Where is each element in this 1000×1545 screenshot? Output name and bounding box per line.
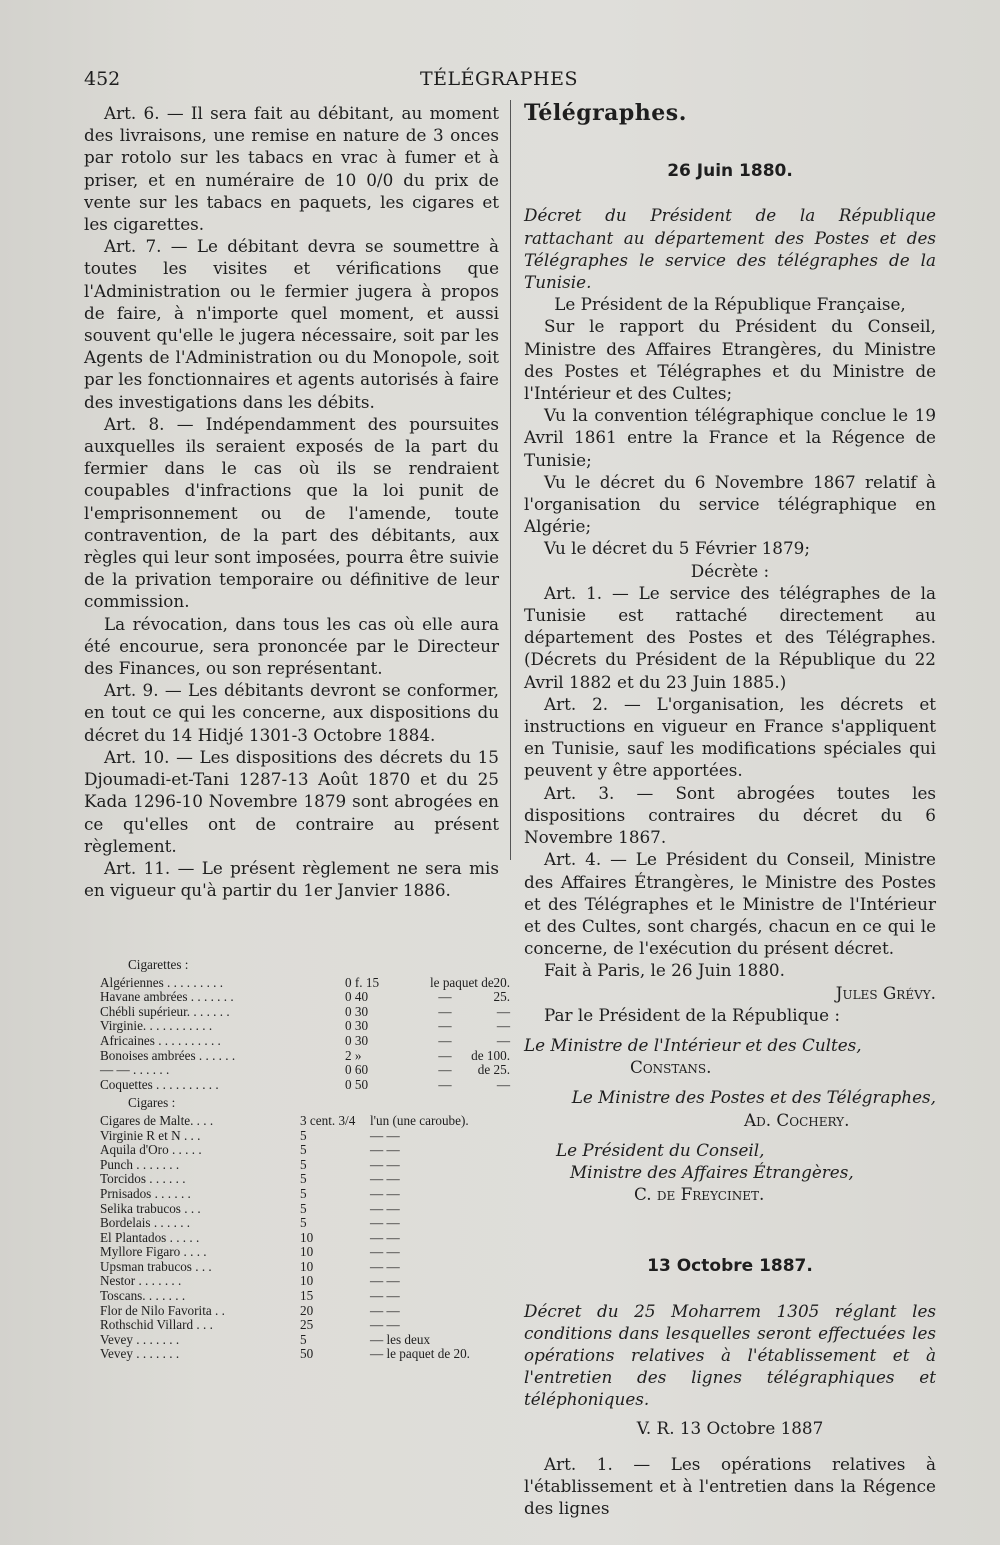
decree1-preamble-4: Vu le décret du 5 Février 1879;	[544, 538, 810, 559]
cigare-price: 5	[300, 1127, 307, 1143]
cigarette-unit: —	[438, 1047, 452, 1063]
decree2-date: 13 Octobre 1887.	[647, 1256, 813, 1277]
decree1-art-4: Art. 4. — Le Président du Conseil, Ministre des Affaires Étrangères, le Ministre des Postes et des Télégraphes et le Ministre de l'Intérieur et des Cultes, sont chargés, chacun en ce qui le concerne, de l'exécution du présent décret.	[524, 849, 936, 959]
cigarette-unit: —	[438, 1003, 452, 1019]
decree1-deck: Décret du Président de la République rattachant au département des Postes et des Télégraphes le service des télégraphes de la Tunisie.	[524, 205, 936, 293]
cigare-note: — —	[370, 1288, 400, 1304]
minister3-role-a: Le Président du Conseil,	[556, 1139, 765, 1160]
minister1-role: Le Ministre de l'Intérieur et des Cultes,	[524, 1034, 862, 1055]
cigare-item: Punch . . . . . . .	[100, 1156, 180, 1172]
cigare-row	[100, 1231, 510, 1246]
cigarette-price: 0 30	[345, 1018, 369, 1034]
cigare-note: — —	[370, 1171, 400, 1187]
minister2-name: Ad. Cochery.	[744, 1109, 850, 1130]
cigarette-unit: —	[438, 1076, 452, 1092]
cigare-price: 5	[300, 1331, 307, 1347]
cigarette-unit: —	[438, 1062, 452, 1078]
decree1-preamble-1: Sur le rapport du Président du Conseil, Ministre des Affaires Etrangères, du Ministre des Postes et Télégraphes et du Ministre de l'Intérieur et des Cultes;	[524, 316, 936, 404]
cigare-price: 5	[300, 1156, 307, 1172]
cigare-item: Bordelais . . . . . .	[100, 1215, 191, 1231]
cigarette-price: 0 30	[345, 1003, 369, 1019]
cigarettes-table	[100, 976, 510, 1093]
cigare-note: — les deux	[370, 1331, 431, 1347]
cigare-item: Upsman trabucos . . .	[100, 1258, 212, 1274]
cigarette-qty: —	[496, 1076, 510, 1092]
decree1-preamble-0: Le Président de la République Française,	[554, 294, 906, 315]
cigare-item: Prnisados . . . . . .	[100, 1185, 191, 1201]
cigare-price: 10	[300, 1258, 314, 1274]
cigare-price: 10	[300, 1229, 314, 1245]
cigare-item: El Plantados . . . . .	[100, 1229, 200, 1245]
cigare-note: — —	[370, 1127, 400, 1143]
decree2-deck: Décret du 25 Moharrem 1305 réglant les conditions dans lesquelles seront effectuées les opérations relatives à l'établissement et à l'entretien des lignes télégraphiques et téléphoniques.	[524, 1300, 936, 1410]
cigare-row	[100, 1245, 510, 1260]
cigare-price: 3 cent. 3/4	[300, 1112, 356, 1128]
cigarette-price: 0 f. 15	[345, 974, 380, 990]
cigare-note: — —	[370, 1244, 400, 1260]
cigarette-item: — — . . . . . .	[100, 1062, 170, 1078]
cigare-note: — le paquet de 20.	[370, 1346, 470, 1362]
cigarette-row	[100, 1019, 510, 1034]
paragraph-art-10: Art. 10. — Les dispositions des décrets du 15 Djoumadi-et-Tani 1287-13 Août 1870 et du 25 Kada 1296-10 Novembre 1879 sont abrogées en ce qu'elles ont de contraire au présent règlement.	[84, 746, 499, 856]
decree1-art-2: Art. 2. — L'organisation, les décrets et instructions en vigueur en France s'appliquent en Tunisie, sauf les modifications spéciales qui peuvent y être apportées.	[524, 693, 936, 781]
cigare-item: Myllore Figaro . . . .	[100, 1244, 207, 1260]
cigare-row	[100, 1347, 510, 1362]
cigare-note: — —	[370, 1142, 400, 1158]
cigare-row	[100, 1274, 510, 1289]
cigarette-unit: le paquet de	[430, 974, 494, 990]
cigare-note: — —	[370, 1156, 400, 1172]
cigare-price: 5	[300, 1171, 307, 1187]
cigare-item: Aquila d'Oro . . . . .	[100, 1142, 202, 1158]
cigare-item: Flor de Nilo Favorita . .	[100, 1302, 225, 1318]
cigare-item: Nestor . . . . . . .	[100, 1273, 182, 1289]
cigarette-item: Havane ambrées . . . . . . .	[100, 989, 234, 1005]
paragraph-art-8: Art. 8. — Indépendamment des poursuites auxquelles ils seraient exposés de la part du fermier dans le cas où ils se rendraient coupables d'infractions que la loi punit de l'emprisonnement ou de l'amende, toute contravention, de la part des débitants, aux règles qui leur sont imposées, pourra être suivie de la privation temporaire ou définitive de leur commission.	[84, 413, 499, 612]
cigare-note: — —	[370, 1215, 400, 1231]
decree1-decrete: Décrète :	[690, 560, 770, 581]
cigare-row	[100, 1333, 510, 1348]
minister3-role-b: Ministre des Affaires Étrangères,	[570, 1161, 854, 1182]
cigare-row	[100, 1304, 510, 1319]
cigare-price: 15	[300, 1288, 314, 1304]
cigarette-item: Virginie. . . . . . . . . . .	[100, 1018, 213, 1034]
decree1-art-1: Art. 1. — Le service des télégraphes de la Tunisie est rattaché directement au département des Postes et des Télégraphes. (Décrets du Président de la République du 22 Avril 1882 et du 23 Juin 1885.)	[524, 582, 936, 692]
cigare-note: l'un (une caroube).	[370, 1112, 469, 1128]
cigare-item: Cigares de Malte. . . .	[100, 1112, 214, 1128]
cigarette-qty: de 100.	[471, 1047, 510, 1063]
cigarette-row	[100, 1049, 510, 1064]
paragraph-art-7: Art. 7. — Le débitant devra se soumettre à toutes les visites et vérifications que l'Administration ou le fermier jugera à propos de faire, à n'importe quel moment, et aussi souvent qu'elle le jugera nécessaire, soit par les Agents de l'Administration ou du Monopole, soit par les fonctionnaires et agents autorisés à faire des investigations dans les débits.	[84, 236, 499, 412]
cigarette-unit: —	[438, 989, 452, 1005]
cigarette-price: 0 40	[345, 989, 369, 1005]
decree1-art-3: Art. 3. — Sont abrogées toutes les dispositions contraires du décret du 6 Novembre 1867.	[524, 782, 936, 848]
section-title: Télégraphes.	[524, 100, 687, 126]
cigarette-row	[100, 1034, 510, 1049]
cigare-note: — —	[370, 1258, 400, 1274]
cigare-note: — —	[370, 1302, 400, 1318]
cigarette-qty: —	[496, 1003, 510, 1019]
cigarette-unit: —	[438, 1032, 452, 1048]
cigare-price: 20	[300, 1302, 314, 1318]
cigare-note: — —	[370, 1200, 400, 1216]
decree2-art-1: Art. 1. — Les opérations relatives à l'établissement et à l'entretien dans la Régence des lignes	[524, 1453, 936, 1519]
cigarette-row	[100, 990, 510, 1005]
column-divider	[510, 100, 511, 860]
cigare-item: Virginie R et N . . .	[100, 1127, 201, 1143]
cigarette-qty: 25.	[493, 989, 510, 1005]
cigare-price: 50	[300, 1346, 314, 1362]
cigarette-row	[100, 1078, 510, 1093]
cigarette-price: 0 50	[345, 1076, 369, 1092]
cigare-note: — —	[370, 1317, 400, 1333]
running-head: TÉLÉGRAPHES	[420, 68, 578, 90]
decree2-vr: V. R. 13 Octobre 1887	[636, 1417, 824, 1438]
cigare-row	[100, 1187, 510, 1202]
cigarette-item: Algériennes . . . . . . . . .	[100, 974, 224, 990]
right-column	[524, 102, 936, 1519]
cigarette-item: Africaines . . . . . . . . . .	[100, 1032, 221, 1048]
minister1-name: Constans.	[630, 1057, 712, 1078]
decree1-preamble-2: Vu la convention télégraphique conclue le 19 Avril 1861 entre la France et la Régence de Tunisie;	[524, 405, 936, 470]
cigares-caption: Cigares :	[128, 1095, 176, 1111]
cigare-note: — —	[370, 1185, 400, 1201]
cigarette-item: Bonoises ambrées . . . . . .	[100, 1047, 236, 1063]
cigare-price: 10	[300, 1273, 314, 1289]
cigare-price: 5	[300, 1200, 307, 1216]
cigarette-row	[100, 1063, 510, 1078]
cigarette-row	[100, 976, 510, 991]
cigarette-price: 0 60	[345, 1062, 369, 1078]
cigarettes-caption: Cigarettes :	[128, 957, 189, 972]
cigare-item: Rothschid Villard . . .	[100, 1317, 213, 1333]
cigarette-row	[100, 1005, 510, 1020]
cigare-price: 10	[300, 1244, 314, 1260]
decree1-done-at: Fait à Paris, le 26 Juin 1880.	[544, 960, 785, 981]
price-list	[100, 958, 510, 1362]
cigare-item: Torcidos . . . . . .	[100, 1171, 186, 1187]
cigarette-qty: —	[496, 1032, 510, 1048]
cigare-row	[100, 1114, 510, 1129]
cigare-row	[100, 1202, 510, 1217]
page-number: 452	[84, 68, 121, 90]
cigares-table	[100, 1114, 510, 1362]
left-column	[84, 102, 499, 901]
cigare-item: Vevey . . . . . . .	[100, 1331, 180, 1347]
cigare-note: — —	[370, 1229, 400, 1245]
cigare-row	[100, 1216, 510, 1231]
minister2-role: Le Ministre des Postes et des Télégraphes,	[571, 1087, 936, 1108]
minister3-name: C. de Freycinet.	[634, 1184, 765, 1205]
cigare-row	[100, 1158, 510, 1173]
decree1-preamble-3: Vu le décret du 6 Novembre 1867 relatif à l'organisation du service télégraphique en Algérie;	[524, 471, 936, 537]
paragraph-art-9: Art. 9. — Les débitants devront se conformer, en tout ce qui les concerne, aux dispositions du décret du 14 Hidjé 1301-3 Octobre 1884.	[84, 680, 499, 745]
cigare-row	[100, 1289, 510, 1304]
decree1-by-president: Par le Président de la République :	[544, 1004, 841, 1025]
decree1-date: 26 Juin 1880.	[667, 161, 793, 182]
cigare-row	[100, 1318, 510, 1333]
cigare-price: 5	[300, 1142, 307, 1158]
cigare-row	[100, 1129, 510, 1144]
cigare-row	[100, 1143, 510, 1158]
cigare-price: 5	[300, 1185, 307, 1201]
cigarette-price: 0 30	[345, 1032, 369, 1048]
cigarette-item: Chébli supérieur. . . . . . .	[100, 1003, 230, 1019]
decree1-signature: Jules Grévy.	[835, 982, 936, 1003]
cigare-item: Selika trabucos . . .	[100, 1200, 201, 1216]
paragraph-revocation: La révocation, dans tous les cas où elle aura été encourue, sera prononcée par le Directeur des Finances, ou son représentant.	[84, 613, 499, 679]
cigare-price: 25	[300, 1317, 314, 1333]
cigarette-price: 2 »	[345, 1047, 362, 1063]
cigarette-qty: —	[496, 1018, 510, 1034]
cigarette-unit: —	[438, 1018, 452, 1034]
cigare-row	[100, 1172, 510, 1187]
cigare-note: — —	[370, 1273, 400, 1289]
paragraph-art-11: Art. 11. — Le présent règlement ne sera mis en vigueur qu'à partir du 1er Janvier 1886.	[84, 857, 499, 901]
cigare-item: Toscans. . . . . . .	[100, 1288, 186, 1304]
cigarette-qty: 20.	[493, 974, 510, 990]
cigare-row	[100, 1260, 510, 1275]
cigarette-qty: de 25.	[477, 1062, 510, 1078]
paragraph-art-6: Art. 6. — Il sera fait au débitant, au moment des livraisons, une remise en nature de 3 onces par rotolo sur les tabacs en vrac à fumer et à priser, et en numéraire de 10 0/0 du prix de vente sur les tabacs en paquets, les cigares et les cigarettes.	[84, 103, 499, 235]
cigare-price: 5	[300, 1215, 307, 1231]
cigare-item: Vevey . . . . . . .	[100, 1346, 180, 1362]
cigarette-item: Coquettes . . . . . . . . . .	[100, 1076, 219, 1092]
